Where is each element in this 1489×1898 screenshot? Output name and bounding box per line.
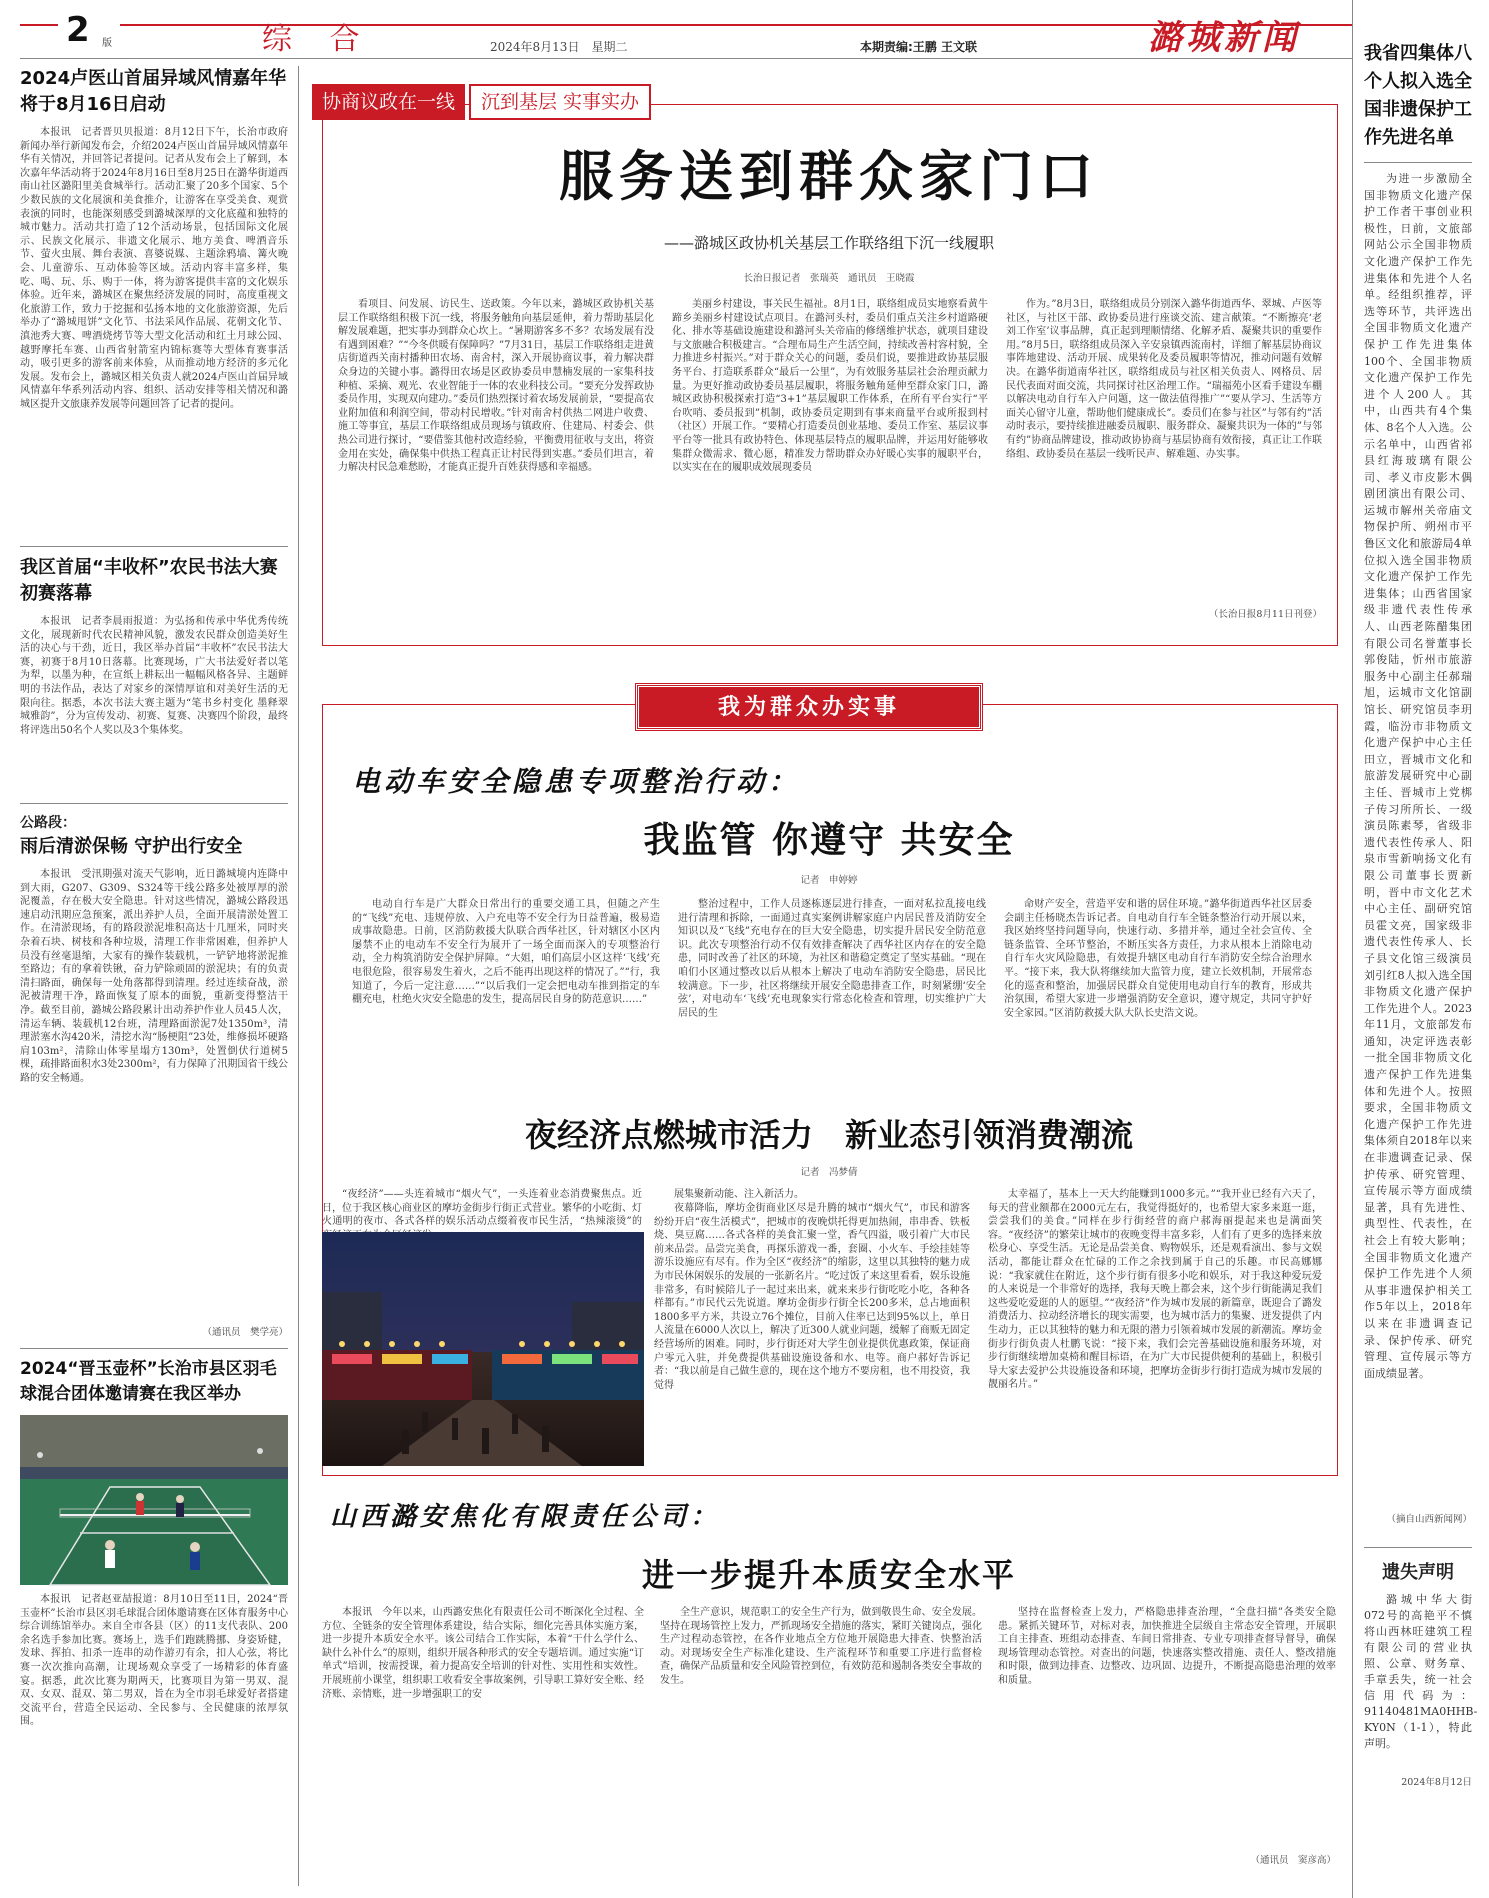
kicker: 电动车安全隐患专项整治行动： bbox=[352, 765, 801, 798]
article-column: 美丽乡村建设，事关民生福祉。8月1日，联络组成员实地察看黄牛蹄乡美丽乡村建设试点项目。在潞河头村，委员们重点关注乡村道路硬化、排水等基础设施建设和潞河头关帝庙的修缮维护状态，就项目建设与文旅融合积极建言。“合理布局生产生活空间，持续改善村容村貌，全力推进乡村振兴。”对于群众关心的问题，委员们说，要推进政协基层服务平台、打造联系群众“最后一公里”，为有效服务基层社会治理贡献力量。为更好推动政协委员基层履职，将服务触角延伸至群众家门口，潞城区政协积极探索打造“3+1”基层履职工作体系，在所有平台实行“平台吹哨、委员报到”机制，政协委员定期到有事来商量平台或所报到村（社区）开展工作。“要精心打造委员创业基地、委员工作室、基层议事平台等一批具有政协特色、体现基层特点的履职品牌，并运用好能够收集群众微需求、微心愿，精准发力帮助群众办好暖心实事的履职平台，以实实在在的履职成效展现委员 bbox=[672, 299, 988, 474]
lost-notice bbox=[1364, 1547, 1478, 1788]
article-credit: （通讯员 窦彦高） bbox=[1250, 1855, 1336, 1866]
article-column: 展集聚新动能、注入新活力。 bbox=[674, 1189, 804, 1200]
article-title: 我区首届“丰收杯”农民书法大赛初赛落幕 bbox=[20, 557, 278, 604]
page-number: 2 bbox=[66, 10, 90, 50]
byline: 记者 申婷婷 bbox=[800, 875, 858, 886]
notice-date: 2024年8月12日 bbox=[1401, 1777, 1472, 1788]
article-body: 本报讯 记者晋贝贝报道：8月12日下午，长治市政府新闻办举行新闻发布会，介绍2024卢医山首届异域风情嘉年华有关情况，并回答记者提问。记者从发布会上了解到，本次嘉年华活动将于2024年8月16日至8月25日在潞华街道西南山社区潞阳里美食城举行。活动汇聚了20多个国家、5个少数民族的文化展演和美食推介，让游客在享受美食、观赏表演的同时，也能深刻感受到潞城深厚的文化底蕴和独特的城市魅力。活动共打造了12个活动场景，包括国际文化展示、民族文化展示、非遗文化展示、地方美食、啤酒音乐节、萤火虫展、舞台表演、喜婆说媒、主题涂鸦墙、篝火晚会、儿童游乐、互动体验等区域。活动内容丰富多样，集吃、喝、玩、乐、购于一体，将为游客提供丰富的文化娱乐体验。近年来，潞城区在聚焦经济发展的同时，高度重视文化旅游工作，致力于挖掘和弘扬本地的文化旅游资源，先后举办了“潞城甩饼”文化节、书法采风作品展、花朝文化节、滇池秀大赛、啤酒烧烤节等大型文化活动和红土月球公园、越野摩托车赛、山西省射箭室内锦标赛等大型体育赛事活动，吸引更多的游客前来体验，从而推动地方经济的多元化发展。发布会上，潞城区相关负责人就2024卢医山首届异域风情嘉年华系列活动内容、组织、活动安排等相关情况和潞城区提升文旅康养发展等问题回答了记者的提问。 bbox=[20, 127, 288, 410]
byline: 记者 冯梦倩 bbox=[800, 1167, 858, 1178]
divider bbox=[20, 1348, 288, 1349]
banner bbox=[312, 84, 651, 120]
source-note: （长治日报8月11日刊登） bbox=[1208, 609, 1322, 620]
column-divider bbox=[298, 66, 299, 1886]
paper-logo: 潞城新闻 bbox=[1148, 18, 1300, 58]
editors: 本期责编:王鹏 王文联 bbox=[860, 40, 977, 54]
article-title: 雨后清淤保畅 守护出行安全 bbox=[20, 836, 243, 857]
divider bbox=[20, 546, 288, 547]
badminton-photo bbox=[20, 1415, 288, 1585]
divider bbox=[20, 803, 288, 804]
article-columns bbox=[352, 898, 1312, 1094]
article-body: 本报讯 受汛期强对流天气影响，近日潞城境内连降中到大雨，G207、G309、S324等干线公路多处被厚厚的淤泥覆盖，存在极大安全隐患。针对这些情况，潞城公路段迅速启动汛期应急预案，派出养护人员，全面开展清淤处置工作。在清淤现场，有的路段淤泥堆积高达十几厘米，同时夹杂着石块、树枝和各种垃圾，清理工作非常困难，但养护人员没有丝毫退缩，大家有的操作装载机，一铲铲地将淤泥推至路边；有的拿着铁锹，奋力铲除顽固的淤泥块；有的负责清扫路面，确保每一处角落都得到清理。经过连续奋战，淤泥被清理干净，路面恢复了原本的面貌，重新变得整洁干净。截至目前，潞城公路段累计出动养护作业人员45人次，清运车辆、装载机12台班，清理路面淤泥7处1350m³，清理淤塞水沟420米，清挖水沟“肠梗阻”23处，维修损坏硬路肩103m²，清除山体零星塌方130m³，处置倒伏行道树5棵，疏排路面积水3处2300m²，有力保障了汛期国省干线公路的安全畅通。 bbox=[20, 869, 288, 1084]
article-body: 本报讯 记者赵亚喆报道：8月10日至11日，2024“晋玉壶杯”长治市县区羽毛球混合团体邀请赛在区体育服务中心综合训练馆举办。来自全市各县（区）的11支代表队、200余名选手参加比赛。赛场上，选手们跑跳腾挪、身姿矫健，发球、挥拍、扣杀一连串的动作游刃有余，扣人心弦，将比赛一次次推向高潮，让现场观众享受了一场精彩的体育盛宴。据悉，此次比赛为期两天，比赛项目为第一男双、混双、女双、混双、第二男双，旨在为全市羽毛球爱好者搭建交流平台，营造全民运动、全民参与、全民健康的浓厚氛围。 bbox=[20, 1594, 288, 1728]
article-column: 坚持在监督检查上发力，严格隐患排查治理，“全盘扫描”各类安全隐患。紧抓关键环节，对标对表，加快推进全层级自主常态安全管理，开展职工自主排查、班组动态排查、车间日常排查、专业专项排查督导督导，确保现场管理动态管控。对查出的问题，快速落实整改措施、责任人、整改措施和时限，做到边排查、边整改、边巩固、边提升，不断提高隐患治理的效率和质量。 bbox=[998, 1607, 1336, 1686]
byline: 长治日报记者 张瑞英 通讯员 王晓霞 bbox=[743, 273, 915, 284]
article-columns bbox=[338, 298, 1322, 624]
article-body: 本报讯 记者李晨雨报道：为弘扬和传承中华优秀传统文化，展现新时代农民精神风貌，激发农民群众创造美好生活的决心与干劲，近日，我区举办首届“丰收杯”农民书法大赛，初赛于8月10日落幕。比赛现场，广大书法爱好者以笔为犁，以墨为种，在宣纸上耕耘出一幅幅风格各异、主题鲜明的书法作品，表达了对家乡的深情厚谊和对美好生活的无限向往。据悉，本次书法大赛主题为“笔书乡村变化 墨释翠城雅韵”，分为宣传发动、初赛、复赛、决赛四个阶段，最终将评选出50名个人奖以及3个集体奖。 bbox=[20, 616, 288, 736]
section-name: 综 合 bbox=[262, 22, 374, 57]
night-market-photo bbox=[322, 1232, 644, 1466]
source-note: （摘自山西新闻网） bbox=[1386, 1514, 1472, 1525]
masthead-bottom-rule bbox=[20, 58, 1352, 59]
article-column: 看项目、问发展、访民生、送政策。今年以来，潞城区政协机关基层工作联络组积极下沉一线，将服务触角向基层延伸，着力帮助基层化解发展难题，把实事办到群众心坎上。“暑期游客多不多？农场发展有没有遇到困难？”“今冬供暖有保障吗？”7月31日，基层工作联络组走进黄店街道西关南村播种田农场、南舍村，深入开展协商议事，着力解决群众身边的关键小事。潞得田农场是区政协委员申慧楠发展的一家集科技种植、采摘、观光、农业智能于一体的农业科技公司。“要充分发挥政协委员作用，实现双向建功。”委员们热烈探讨着农场发展前景，“要提高农业附加值和利润空间，带动村民增收。”针对南舍村供热二网进户收费、施工等事宜，基层工作联络组成员现场与镇政府、住建局、村委会、供热公司进行探讨，“要借鉴其他村改造经验，平衡费用征收与支出，将资金用在实处，确保集中供热工程真正让村民得到实惠。”委员们坦言，着力解决村民急难愁盼，才能真正提升百姓获得感和幸福感。 bbox=[338, 299, 654, 474]
article-title: 我省四集体八个人拟入选全国非遗保护工作先进名单 bbox=[1364, 43, 1472, 148]
article-columns bbox=[322, 1606, 1336, 1878]
article-body: 为进一步激励全国非物质文化遗产保护工作者干事创业积极性，日前，文旅部网站公示全国非物质文化遗产保护工作先进集体和先进个人名单。经组织推荐，评选等环节，共评选出全国非物质文化遗产保护工作先进集体100个、全国非物质文化遗产保护工作先进个人200人。其中，山西共有4个集体、8名个人入选。公示名单中，山西省祁县红海玻璃有限公司、孝义市皮影木偶剧团演出有限公司、运城市解州关帝庙文物保护所、朔州市平鲁区文化和旅游局4单位拟入选全国非物质文化遗产保护工作先进集体；山西省国家级非遗代表性传承人、山西老陈醋集团有限公司名誉董事长郭俊陆，忻州市旅游服务中心副主任郝瑞旭，运城市文化馆副馆长、研究馆员李玥霞，临汾市非物质文化遗产保护中心主任田立，晋城市文化和旅游发展研究中心副主任、晋城市上党梆子传习所所长、一级演员陈素琴，省级非遗代表性传承人、阳泉市雪新响扬文化有限公司董事长贾新明，晋中市文化艺术中心主任、副研究馆员霍文亮，国家级非遗代表性传承人、长子县文化馆三级演员刘引红8人拟入选全国非物质文化遗产保护工作先进个人。2023年11月，文旅部发布通知，决定评选表彰一批全国非物质文化遗产保护工作先进集体和先进个人。按照要求，全国非物质文化遗产保护工作先进集体须自2018年以来在非遗调查记录、保护传承、研究管理、宣传展示等方面成绩显著，具有先进性、典型性、代表性，在社会上有较大影响；全国非物质文化遗产保护工作先进个人须从事非遗保护相关工作5年以上，2018年以来在非遗调查记录、保护传承、研究管理、宣传展示等方面成绩显著。 bbox=[1364, 172, 1472, 1380]
column-divider bbox=[1352, 0, 1353, 1898]
headline: 夜经济点燃城市活力 新业态引领消费潮流 bbox=[524, 1116, 1133, 1154]
article-column: 夜幕降临，摩坊金街商业区尽是升腾的城市“烟火气”，市民和游客纷纷开启“夜生活模式”，把城市的夜晚烘托得更加热闹，串串香、铁板烧、臭豆腐……各式各样的美食汇聚一堂，香气四溢，吸引着广大市民前来品尝。品尝完美食，再探乐游戏一番，套圈、小火车、手绘挂娃等游乐设施应有尽有。作为全区“夜经济”的缩影，这里以其独特的魅力成为市民休闲娱乐的发展的一张新名片。“吃过饭了来这里看看，娱乐设施非常多，有时候陪儿子一起过来出来，就来来步行街吃吃小吃，各种各样都有。”市民代云先说道。摩坊金街步行街全长200多米，总占地面积1800多平方米，共设立76个摊位，目前入住率已达到95%以上，单日人流量在6000人次以上，解决了近300人就业问题，缓解了商贩无固定经营场所的困难。同时，步行街还对大学生创业提供优惠政策，保证商户零元入驻，并免费提供基础设施设备和水、电等。商户郝好告诉记者：“我以前是自己做生意的，现在这个地方不要房租，也不用投资，我觉得 bbox=[654, 1203, 970, 1391]
divider bbox=[1364, 162, 1472, 163]
article-column: “夜经济”——头连着城市“烟火气”，一头连着业态消费聚焦点。近日，位于我区核心商业区的摩坊金街步行街正式营业。繁华的小吃街、灯火通明的夜市、各式各样的娱乐活动点缀着夜市民生活，“热辣滚烫”的 bbox=[322, 1189, 642, 1228]
banner-label-b: 沉到基层 实事实办 bbox=[469, 84, 651, 120]
notice-title: 遗失声明 bbox=[1382, 1562, 1454, 1583]
article-column: 全生产意识，规范职工的安全生产行为，做到敬畏生命、安全发展。坚持在现场管控上发力，严抓现场安全措施的落实，紧盯关键岗点，强化生产过程动态管控，在各作业地点全方位地开展隐患大排查、快整治活动。对现场安全生产标准化建设、生产流程环节和重要工序进行监督检查，确保产品质量和安全风险管控到位，有效防范和遏制各类安全事故的发生。 bbox=[660, 1607, 982, 1686]
page-unit: 版 bbox=[102, 38, 112, 49]
banner-label-a: 协商议政在一线 bbox=[312, 84, 465, 120]
article-columns bbox=[654, 1188, 1322, 1464]
article-column: 电动自行车是广大群众日常出行的重要交通工具，但随之产生的“飞线”充电、违规停放、入户充电等不安全行为日益普遍，极易造成事故隐患。日前，区消防救援大队联合西华社区，针对辖区小区内屡禁不止的电动车不安全行为展开了一场全面而深入的专项整治行动，全力构筑消防安全保护屏障。“大姐，咱们高层小区这样‘飞线’充电很危险，很容易发生着火，之后不能再出现这样的情况了。”“行，我知道了，今后一定注意……”“以后我们一定会把电动车推到指定的车棚充电，杜绝火灾安全隐患的发生，提高居民自身的防范意识……” bbox=[352, 899, 660, 1006]
article-column: 本报讯 今年以来，山西潞安焦化有限责任公司不断深化全过程、全方位、全链条的安全管理体系建设，结合实际，细化完善具体实施方案，进一步提升本质安全水平。该公司结合工作实际，本着“干什么学什么、缺什么补什么”的原则，组织开展各种形式的安全专题培训。通过实施“订单式”培训，按需授课，着力提高安全培训的针对性、实用性和实效性。开展班前小课堂，组织职工收看安全事故案例，引导职工算好安全账、经济账、亲情账，进一步增强职工的安 bbox=[322, 1607, 644, 1700]
masthead bbox=[0, 0, 1489, 60]
left-column bbox=[20, 66, 288, 1886]
right-column bbox=[1364, 40, 1478, 1880]
notice-body: 潞城中华大街072号的高艳平不慎将山西林旺建筑工程有限公司的营业执照、公章、财务章、手章丢失，统一社会信用代码为：91140481MA0HHB-KY0N（1-1），特此声明。 bbox=[1364, 1593, 1478, 1750]
headline: 我监管 你遵守 共安全 bbox=[643, 820, 1015, 861]
article-column: 作为。”8月3日，联络组成员分别深入潞华街道西华、翠城、卢医等社区，与社区干部、政协委员进行座谈交流、建言献策。“不断擦亮‘老刘工作室’议事品牌，真正起到理顺情绪、化解矛盾、凝聚共识的重要作用。”8月5日，联络组成员深入辛安泉镇西流南村，详细了解基层协商议事阵地建设、活动开展、成果转化及委员履职等情况，推动问题有效解决。在潞华街道南华社区，联络组成员与社区相关负责人、网格员、居民代表面对面交流，共同探讨社区治理工作。“瑞福苑小区看手建设车棚以解决电动自行车入户问题，这一做法值得推广”“要从学习、生活等方面关心留守儿童，帮助他们健康成长”。委员们在参与社区”与邻有约”活动时表示，要持续推进融委员履职、服务群众、凝聚共识为一体的”与邻有约”协商品牌建设，推动政协协商与基层协商有效衔接，真正让工作联络组、政协委员在基层一线听民声、解难题、办实事。 bbox=[1006, 299, 1322, 460]
headline: 服务送到群众家门口 bbox=[559, 145, 1099, 208]
issue-date: 2024年8月13日 星期二 bbox=[490, 40, 628, 54]
article-title: 2024“晋玉壶杯”长治市县区羽毛球混合团体邀请赛在我区举办 bbox=[20, 1359, 277, 1404]
article-column: 整治过程中，工作人员逐栋逐层进行排查，一面对私拉乱接电线进行清理和拆除，一面通过真实案例讲解家庭户内居民普及消防安全知识以及“飞线”充电存在的巨大安全隐患，切实提升居民安全防范意识。此次专项整治行动不仅有效排查解决了西华社区内存在的安全隐患，同时改善了社区的环境，为社区和谐稳定奠定了坚实基础。“现在咱们小区通过整改以后从根本上解决了电动车消防安全隐患，居民比较满意。下一步，社区将继续开展安全隐患排查工作，时刻紧绷‘安全弦’，对电动车‘飞线’充电现象实行常态化检查和管理，切实维护广大居民的生 bbox=[678, 899, 986, 1019]
kicker: 山西潞安焦化有限责任公司： bbox=[330, 1502, 721, 1532]
article-column: 命财产安全，营造平安和谐的居住环境。”潞华街道西华社区居委会副主任杨晓杰告诉记者。自电动自行车全链条整治行动开展以来，我区始终坚持问题导向，快速行动、多措并举，通过全社会宣传、全链条监管、全环节整治，不断压实各方责任，力求从根本上消除电动自行车火灾风险隐患，有效提升辖区电动自行车消防安全综合治理水平。“接下来，我大队将继续加大监管力度，建立长效机制，开展常态化的巡查和整治，加强居民群众自觉使用电动自行车的教育，形成共治氛围，希望大家进一步增强消防安全意识，遵守规定，共同守护好安全家园。”区消防救援大队大队长史浩文说。 bbox=[1004, 899, 1312, 1019]
article-title: 2024卢医山首届异域风情嘉年华将于8月16日启动 bbox=[20, 68, 287, 115]
headline: 进一步提升本质安全水平 bbox=[641, 1556, 1016, 1594]
section-banner: 我为群众办实事 bbox=[636, 684, 982, 730]
page-number-box bbox=[58, 12, 120, 48]
article-column: 太幸福了，基本上一天大约能赚到1000多元。”“我开业已经有六天了，每天的营业额都在2000元左右，我觉得挺好的，也希望大家多来逛一逛，尝尝我们的美食。”同样在步行街经营的商户郝海丽提起来也是满面笑容。“夜经济”的繁荣让城市的夜晚变得丰富多彩，人们有了更多的选择来放松身心、享受生活。无论是品尝美食、购物娱乐，还是观看演出、参与文娱活动，都能让群众在忙碌的工作之余找到属于自己的乐趣。市民高娜娜说：“我家就住在附近，这个步行街有很多小吃和娱乐，对于我这种爱玩爱的人来说是一个非常好的选择，我每天晚上都会来，这个步行街能满足我们这些爱吃爱逛的人的愿望。”“夜经济”作为城市发展的新篇章，既迎合了潞发消费活力、拉动经济增长的现实需要，也为城市活力的集聚、迸发提供了内生动力，正以其独特的魅力和无限的潜力引领着城市发展的新潮流。摩坊金街步行街负责人杜鹏飞说：“接下来，我们会完善基础设施和服务环境，对步行街继续增加桌椅和醒目标语，在为广大市民提供便利的基础上，积极引导大家去爱护公共设施设备和环境，把摩坊金街步行街打造成为城市发展的靓丽名片。” bbox=[988, 1189, 1322, 1391]
article-kicker: 公路段： bbox=[20, 815, 76, 831]
article-credit: （通讯员 樊学亮） bbox=[202, 1327, 288, 1338]
subheadline: ——潞城区政协机关基层工作联络组下沉一线履职 bbox=[663, 234, 994, 252]
